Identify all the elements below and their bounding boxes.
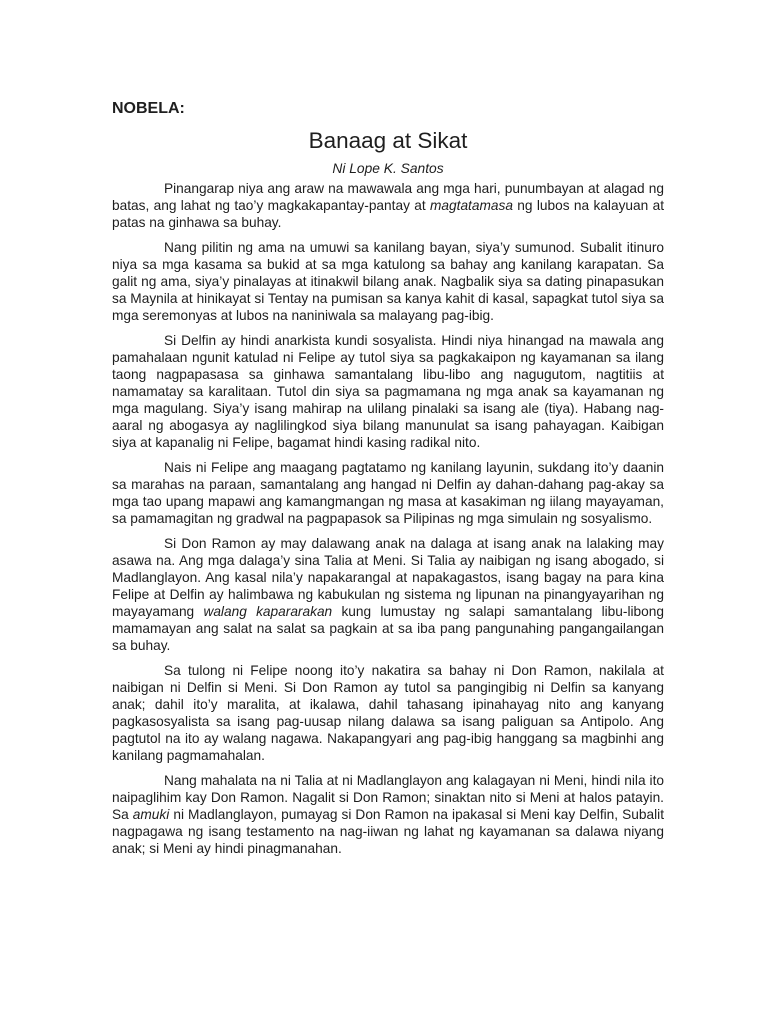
paragraph xyxy=(112,662,664,764)
document-page xyxy=(112,100,664,865)
paragraph-text: kung lumustay ng salapi samantalang libu-libong mamamayan ang salat na salat sa pagkain at sa iba pang pangunahing pangangailangan sa buhay. xyxy=(112,604,664,653)
paragraph-text: Si Delfin ay hindi anarkista kundi sosyalista. Hindi niya hinangad na mawala ang pamahalaan ngunit katulad ni Felipe ay tutol siya sa pagkakaipon ng kayamanan sa ilang taong nagpapasasa sa ginhawa samantalang libu-libo ang nagugutom, nagtitiis at namamatay sa karalitaan. Tutol din siya sa pagmamana ng mga anak sa kayamanan ng mga magulang. Siya’y isang mahirap na ulilang pinalaki sa isang ale (tiya). Habang nag-aaral ng abogasya ay naglilingkod siya bilang manunulat sa isang pahayagan. Kaibigan siya at kapanalig ni Felipe, bagamat hindi kasing radikal nito. xyxy=(112,333,664,450)
italic-term: amuki xyxy=(132,807,170,822)
paragraph-text: ng lubos na kalayuan at patas na ginhawa sa buhay. xyxy=(112,198,665,230)
paragraph xyxy=(112,332,664,451)
author-byline: Ni Lope K. Santos xyxy=(332,161,444,176)
paragraph xyxy=(112,535,664,654)
paragraph-text: Pinangarap niya ang araw na mawawala ang mga hari, punumbayan at alagad ng batas, ang lahat ng tao’y magkakapantay-pantay at xyxy=(112,181,664,213)
paragraph-text: Nais ni Felipe ang maagang pagtatamo ng kanilang layunin, sukdang ito’y daanin sa marahas na paraan, samantalang ang hangad ni Delfin ay dahan-dahang pag-akay sa mga tao upang mapawi ang kamangmangan ng masa at kasakiman ng iilang mayayaman, sa pamamagitan ng gradwal na pagpapasok sa Pilipinas ng mga simulain ng sosyalismo. xyxy=(112,460,664,526)
paragraph xyxy=(112,180,664,231)
paragraph-text: Nang mahalata na ni Talia at ni Madlanglayon ang kalagayan ni Meni, hindi nila ito naipaglihim kay Don Ramon. Nagalit si Don Ramon; sinaktan nito si Meni at halos patayin. Sa xyxy=(112,773,664,822)
genre-label: NOBELA: xyxy=(112,100,185,117)
paragraph xyxy=(112,239,664,324)
paragraph xyxy=(112,772,664,857)
paragraph-text: Si Don Ramon ay may dalawang anak na dalaga at isang anak na lalaking may asawa na. Ang mga dalaga’y sina Talia at Meni. Si Talia ay naibigan ng isang abogado, si Madlanglayon. Ang kasal nila’y napakarangal at napakagastos, isang bagay na para kina Felipe at Delfin ay halimbawa ng kabukulan ng sistema ng lipunan na pinangyayarihan ng mayayamang xyxy=(112,536,664,619)
italic-term: magtatamasa xyxy=(430,198,513,213)
paragraph-text: ni Madlanglayon, pumayag si Don Ramon na ipakasal si Meni kay Delfin, Subalit nagpagawa ng isang testamento na nag-iiwan ng lahat ng kayamanan sa dalawa niyang anak; si Meni ay hindi pinagmanahan. xyxy=(112,807,664,856)
italic-term: walang kapararakan xyxy=(203,604,333,619)
document-title: Banaag at Sikat xyxy=(308,128,468,153)
paragraph-text: Sa tulong ni Felipe noong ito’y nakatira sa bahay ni Don Ramon, nakilala at naibigan ni Delfin si Meni. Si Don Ramon ay tutol sa pangingibig ni Delfin sa kanyang anak; dahil ito’y maralita, at ikalawa, dahil tahasang ipinahayag nito ang kanyang pagkasosyalista sa isang pag-uusap nilang dalawa sa isang paliguan sa Antipolo. Ang pagtutol na ito ay walang nagawa. Nakapangyari ang pag-ibig hanggang sa magbinhi ang kanilang pagmamahalan. xyxy=(112,663,664,763)
paragraph xyxy=(112,459,664,527)
paragraph-text: Nang pilitin ng ama na umuwi sa kanilang bayan, siya’y sumunod. Subalit itinuro niya sa mga kasama sa bukid at sa mga katulong sa bahay ang kanilang karapatan. Sa galit ng ama, siya’y pinalayas at itinakwil bilang anak. Nagbalik siya sa dating pinapasukan sa Maynila at hinikayat si Tentay na pumisan sa kanya kahit di kasal, sapagkat tutol siya sa mga seremonyas at lubos na naniniwala sa malayang pag-ibig. xyxy=(112,240,664,323)
